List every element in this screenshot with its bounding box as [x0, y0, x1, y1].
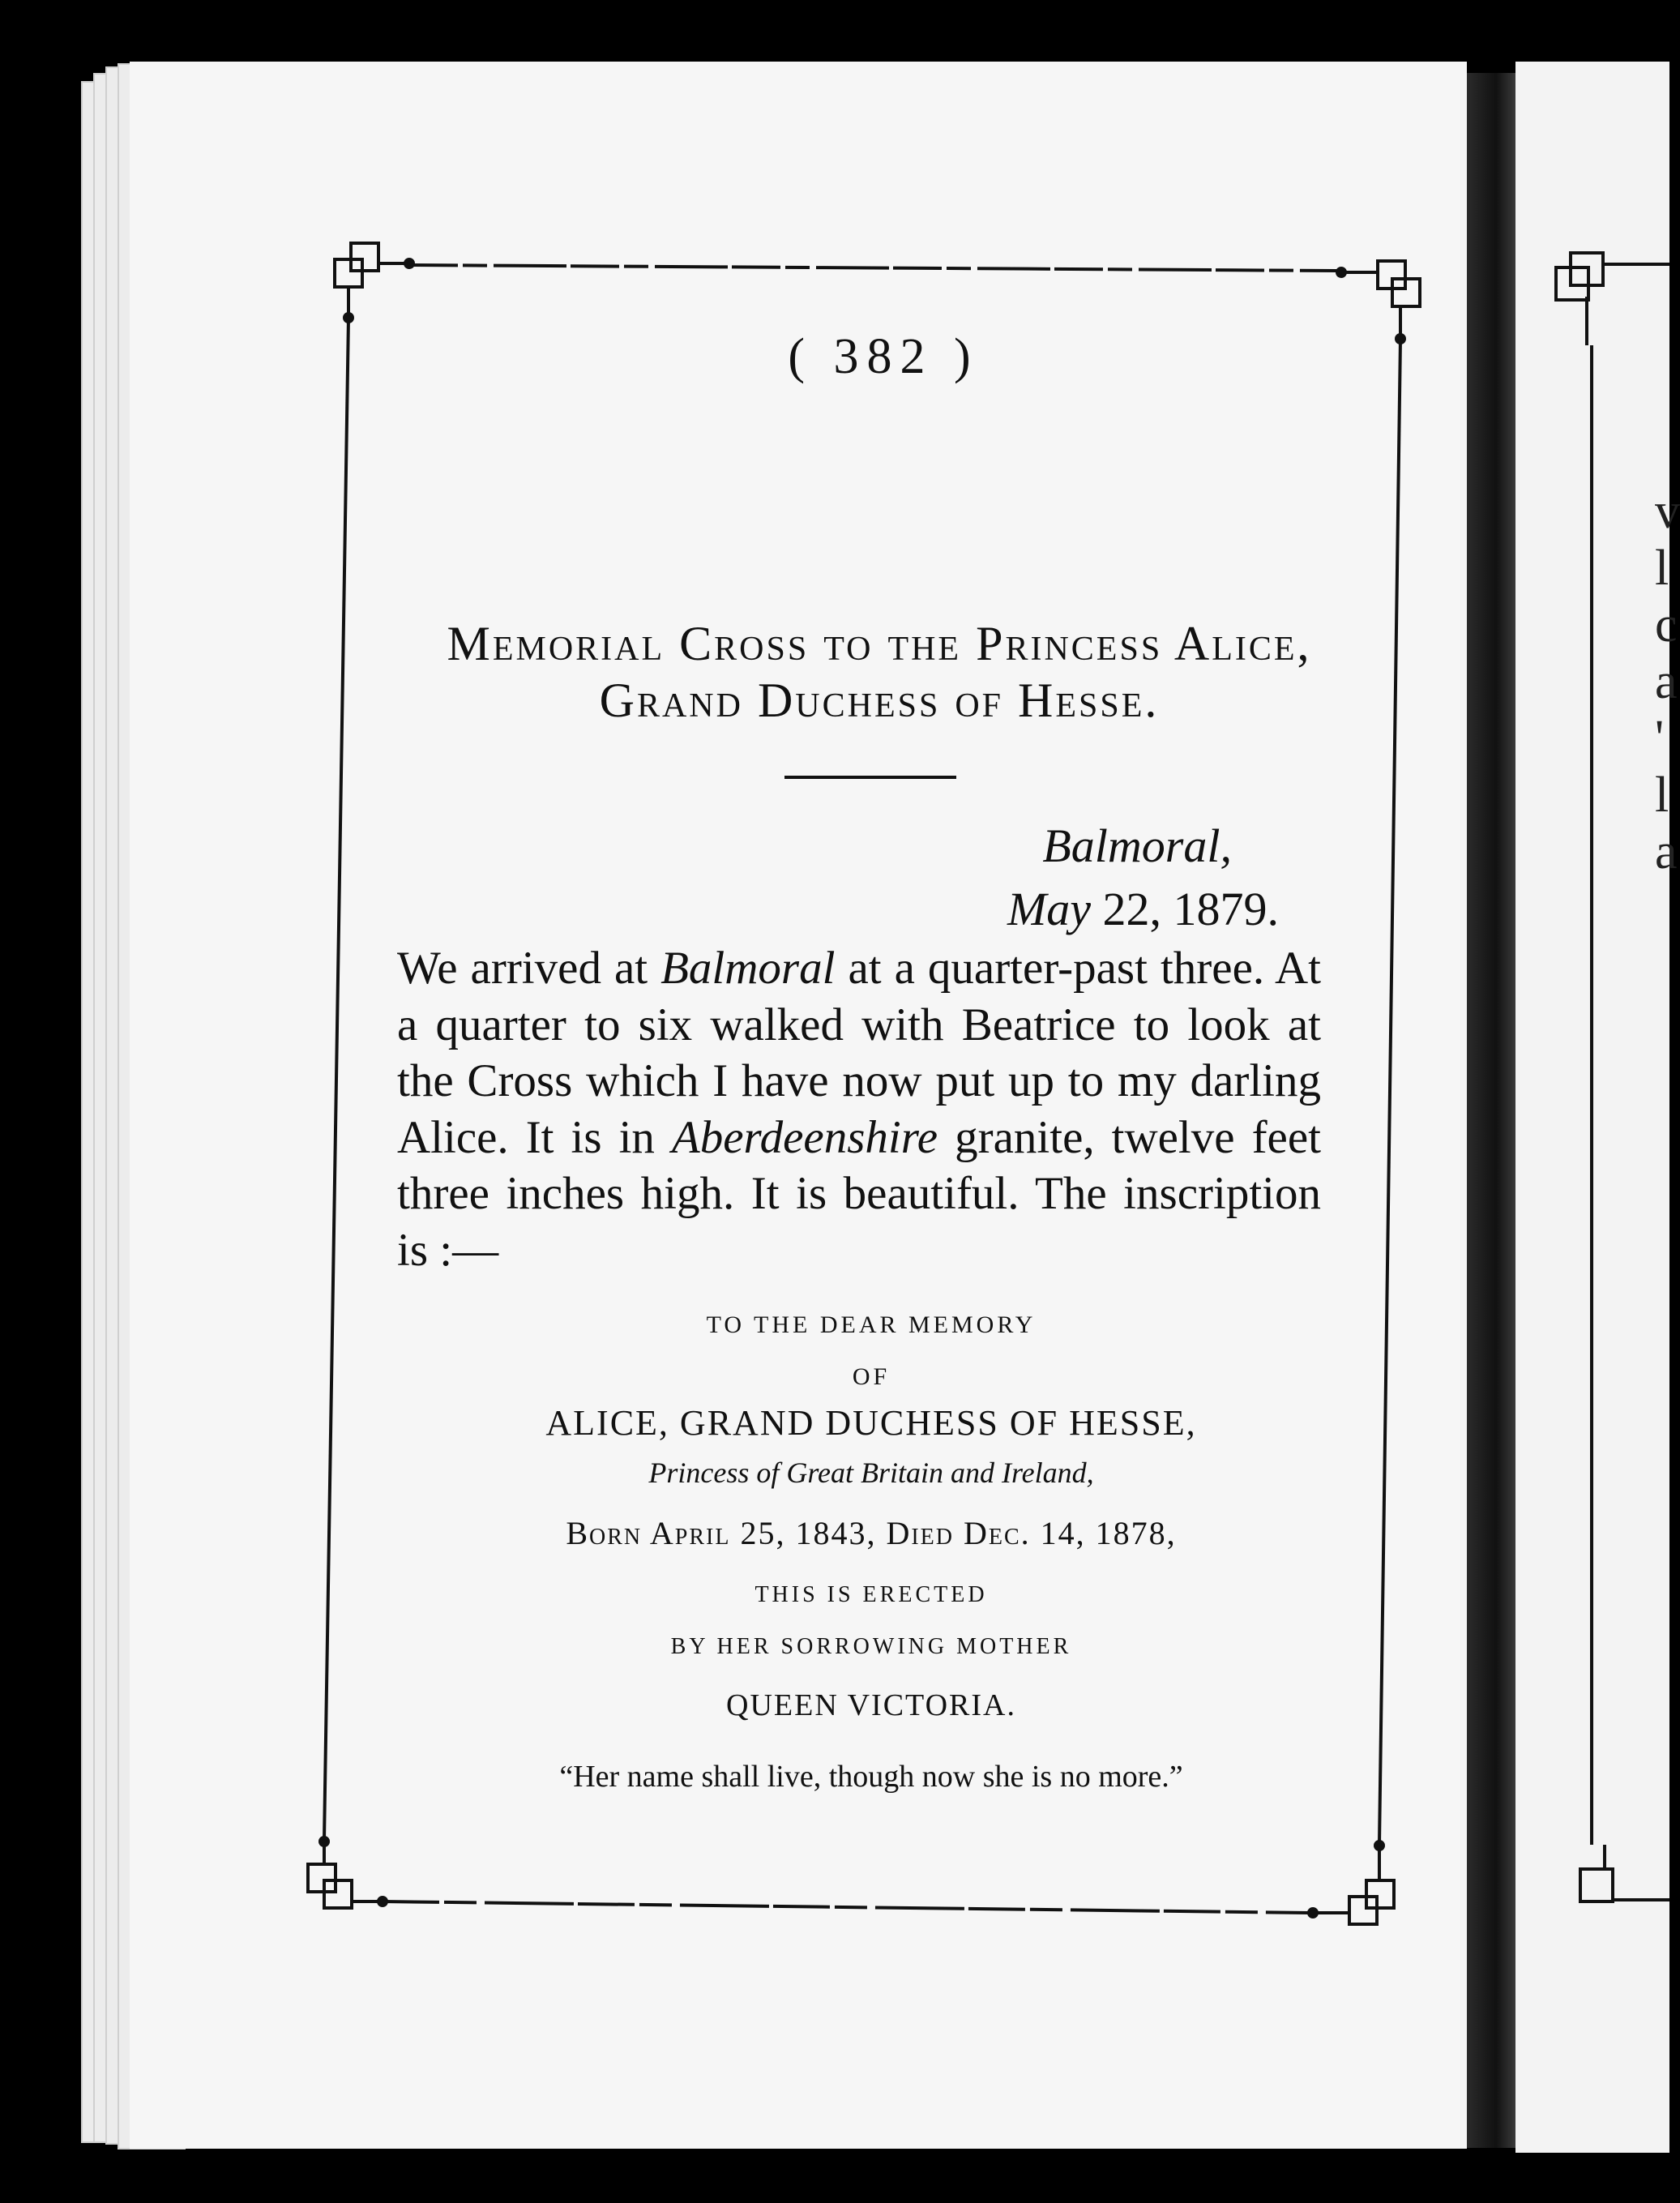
- paragraph-text: at a quarter-past three. At a quarter to six walked with Beatrice to look at the Cross which I have now put up to my darling Alice. It is in: [397, 943, 1321, 1163]
- inscription-line-1: TO THE DEAR MEMORY: [706, 1311, 1037, 1338]
- dateline-month: May: [1007, 883, 1091, 935]
- paragraph-text: We arrived at: [397, 943, 661, 994]
- title-rule: [784, 776, 956, 779]
- dateline-day-year: 22, 1879.: [1091, 883, 1279, 935]
- inscription-quote: “Her name shall live, though now she is no more.”: [559, 1760, 1183, 1794]
- title-line-2: Grand Duchess of Hesse.: [599, 674, 1160, 727]
- title-line-1: Memorial Cross to the Princess Alice,: [447, 617, 1312, 670]
- inscription-line-8: QUEEN VICTORIA.: [726, 1688, 1016, 1722]
- next-page-letter: ': [1655, 711, 1665, 766]
- next-page-letter: a: [1655, 824, 1678, 879]
- paragraph-text: granite, twelve feet three inches high. It is beautiful. The inscription is :—: [397, 1111, 1321, 1276]
- inscription-line-5: Born April 25, 1843, Died Dec. 14, 1878,: [566, 1515, 1177, 1551]
- dateline-place: Balmoral,: [1042, 819, 1232, 872]
- body-paragraph: [397, 940, 1321, 1278]
- next-page-letter: c: [1655, 597, 1678, 652]
- next-page-letter: l: [1655, 541, 1669, 596]
- dateline-date: [1007, 882, 1279, 936]
- next-page-letter: a: [1655, 654, 1678, 709]
- inscription-line-3: ALICE, GRAND DUCHESS OF HESSE,: [545, 1403, 1197, 1443]
- page-number: ( 382 ): [788, 329, 979, 384]
- paragraph-place-aberdeenshire: Aberdeenshire: [671, 1111, 938, 1163]
- inscription-line-4: Princess of Great Britain and Ireland,: [648, 1457, 1094, 1489]
- inscription-line-7: BY HER SORROWING MOTHER: [670, 1634, 1072, 1659]
- inscription-line-2: OF: [852, 1363, 891, 1390]
- inscription-line-6: THIS IS ERECTED: [755, 1582, 988, 1607]
- next-page-letter: l: [1655, 768, 1669, 823]
- paragraph-place-balmoral: Balmoral: [660, 943, 836, 994]
- next-page-letter: v: [1655, 484, 1680, 539]
- dateline: [891, 819, 1279, 940]
